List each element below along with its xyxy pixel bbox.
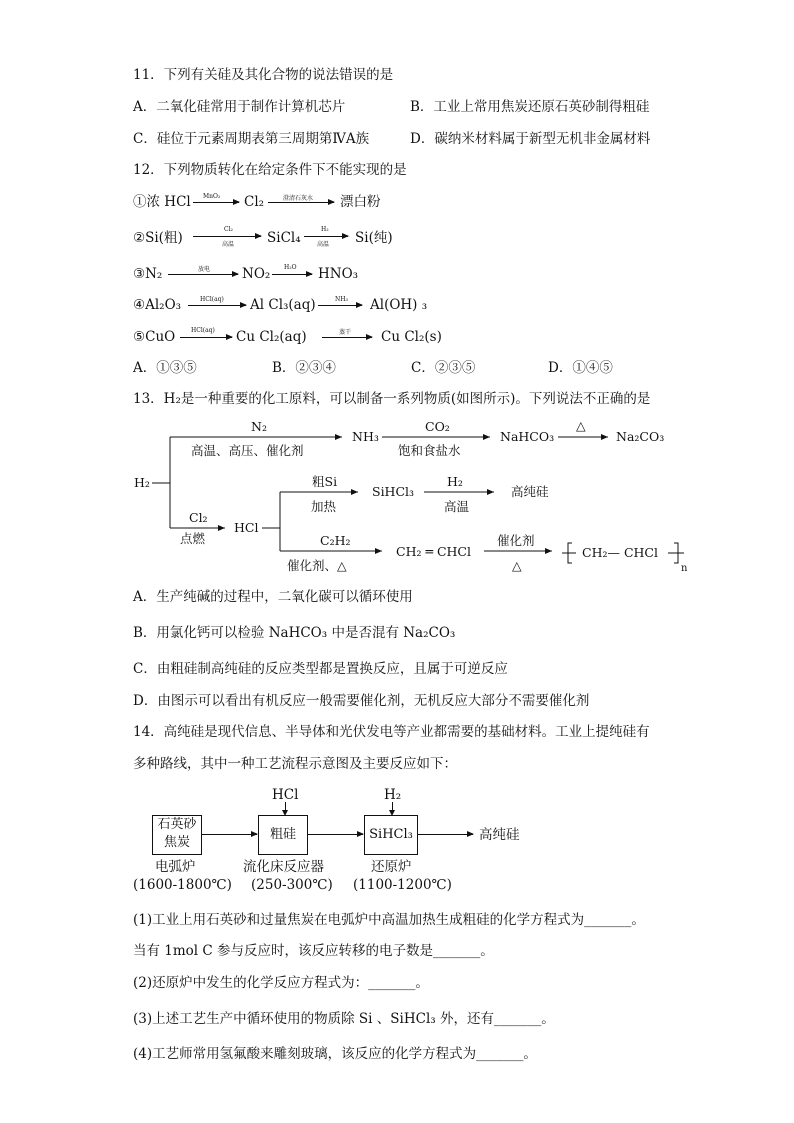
flow-box-arc-furnace (152, 815, 202, 855)
flow-arrow-3 (417, 834, 473, 835)
diagram-hcl: HCl (234, 520, 259, 535)
flow-arrow-1 (201, 834, 257, 835)
q12-r4-cond2: NH₃ (335, 296, 348, 303)
q12-r4-end: Al(OH) ₃ (370, 297, 428, 313)
arrowhead-icon (282, 810, 288, 816)
q11-option-c: C．硅位于元素周期表第三周期第ⅣA族 (133, 131, 370, 147)
flow-unit-2: 流化床反应器 (243, 859, 324, 875)
q12-r2-end: Si(纯) (355, 230, 393, 246)
q12-option-c: C．②③⑤ (411, 360, 476, 376)
diagram-polymer: CH₂— CHCl (582, 545, 658, 560)
q12-r3-start: ③N₂ (133, 266, 163, 282)
flow-box-fluidized-bed: 粗硅 (258, 815, 308, 855)
q12-r3-cond1: 放电 (198, 266, 211, 273)
q12-stem: 12．下列物质转化在给定条件下不能实现的是 (133, 162, 407, 178)
q12-r5-start: ⑤CuO (133, 329, 176, 345)
q13-option-a: A．生产纯碱的过程中，二氧化碳可以循环使用 (133, 589, 413, 605)
diagram-sihcl3: SiHCl₃ (372, 484, 415, 499)
q11-option-b: B．工业上常用焦炭还原石英砂制得粗硅 (410, 99, 650, 115)
diagram-heat: △ (576, 418, 586, 433)
flow-output: 高纯硅 (479, 827, 520, 843)
q12-r1-cond1: MnO₂ (203, 193, 221, 200)
flow-unit-3: 还原炉 (371, 859, 412, 875)
q13-option-c: C．由粗硅制高纯硅的反应类型都是置换反应，且属于可逆反应 (133, 661, 508, 677)
q12-r5-end: Cu Cl₂(s) (381, 329, 442, 345)
flow-temp-3: (1100-1200℃) (353, 877, 452, 893)
diagram-cond1: 高温、高压、催化剂 (191, 443, 304, 458)
q12-r1-start: ①浓 HCl (133, 194, 191, 210)
diagram-h2b: H₂ (447, 474, 463, 489)
q14-part3: (3)上述工艺生产中循环使用的物质除 Si 、SiHCl₃ 外，还有_______。 (133, 1011, 555, 1027)
flow-box-reduction-furnace: SiHCl₃ (364, 815, 418, 855)
diagram-ignite: 点燃 (180, 531, 206, 546)
diagram-crude-si: 粗Si (312, 474, 338, 489)
q13-option-b: B．用氯化钙可以检验 NaHCO₃ 中是否混有 Na₂CO₃ (133, 625, 456, 641)
flow-box1-line1: 石英砂 (157, 817, 197, 832)
arrowhead-icon (389, 810, 395, 816)
diagram-nahco3: NaHCO₃ (500, 429, 555, 444)
q14-part2: (2)还原炉中发生的化学反应方程式为：_______。 (133, 975, 429, 991)
q12-option-d: D．①④⑤ (548, 360, 613, 376)
q12-r5-cond2: 蒸干 (339, 329, 352, 336)
q14-stem-line2: 多种路线，其中一种工艺流程示意图及主要反应如下： (133, 756, 457, 772)
flow-temp-1: (1600-1800℃) (133, 877, 232, 893)
q12-r3-end: HNO₃ (318, 266, 359, 282)
q12-r2-cond2-bottom: 高温 (317, 241, 330, 248)
flow-input-h2-arrow (392, 802, 393, 814)
diagram-n: n (681, 563, 688, 574)
q13-stem: 13．H₂是一种重要的化工原料，可以制备一系列物质(如图所示)。下列说法不正确的是 (133, 391, 651, 407)
diagram-high-temp: 高温 (444, 499, 470, 514)
diagram-na2co3: Na₂CO₃ (616, 429, 665, 444)
diagram-n2: N₂ (251, 419, 267, 434)
q12-r4-start: ④Al₂O₃ (133, 297, 182, 313)
diagram-heating: 加热 (311, 499, 337, 514)
q14-part4: (4)工艺师常用氢氟酸来雕刻玻璃，该反应的化学方程式为_______。 (133, 1046, 537, 1062)
q12-r2-mid: SiCl₄ (267, 230, 301, 246)
q11-option-a: A．二氧化硅常用于制作计算机芯片 (133, 99, 346, 115)
q12-r3-mid: NO₂ (242, 266, 271, 282)
q12-option-a: A．①③⑤ (133, 360, 197, 376)
diagram-c2h2: C₂H₂ (320, 533, 351, 548)
q12-r4-cond1: HCl(aq) (200, 296, 224, 303)
flow-unit-1: 电弧炉 (155, 859, 196, 875)
diagram-catalyst: 催化剂 (497, 533, 535, 548)
q11-stem: 11．下列有关硅及其化合物的说法错误的是 (133, 67, 394, 83)
q11-option-d: D．碳纳米材料属于新型无机非金属材料 (410, 131, 651, 147)
q12-r2-cond2-top: H₂ (321, 226, 329, 233)
q12-r1-end: 漂白粉 (340, 194, 381, 210)
diagram-cond2: 饱和食盐水 (398, 443, 461, 458)
q12-option-b: B．②③④ (272, 360, 336, 376)
diagram-cl2: Cl₂ (189, 510, 208, 525)
q12-r5-cond1: HCl(aq) (191, 327, 215, 334)
q14-part1-line2: 当有 1mol C 参与反应时，该反应转移的电子数是_______。 (133, 943, 494, 959)
q12-r3-cond2: H₂O (284, 264, 297, 271)
q12-r1-mid: Cl₂ (244, 194, 265, 210)
flow-box1-line2: 焦炭 (163, 835, 190, 850)
flow-input-hcl-arrow (285, 802, 286, 814)
q12-r5-mid: Cu Cl₂(aq) (236, 329, 307, 345)
q12-r2-start: ②Si(粗) (133, 230, 183, 246)
diagram-nh3: NH₃ (352, 429, 379, 444)
flow-input-h2: H₂ (384, 787, 402, 803)
flow-temp-2: (250-300℃) (251, 877, 333, 893)
q12-r1-cond2: 澄清石灰水 (283, 195, 314, 202)
q12-r2-cond1-bottom: 高温 (222, 241, 235, 248)
diagram-vinyl: CH₂ ═ CHCl (396, 544, 471, 559)
q13-option-d: D．由图示可以看出有机反应一般需要催化剂，无机反应大部分不需要催化剂 (133, 693, 590, 709)
diagram-cond3: 催化剂、△ (287, 558, 347, 573)
q14-stem-line1: 14．高纯硅是现代信息、半导体和光伏发电等产业都需要的基础材料。工业上提纯硅有 (133, 724, 650, 740)
q12-r2-cond1-top: Cl₂ (224, 226, 233, 233)
q14-part1-line1: (1)工业上用石英砂和过量焦炭在电弧炉中高温加热生成粗硅的化学方程式为_______。 (133, 912, 645, 928)
flow-arrow-2 (307, 834, 363, 835)
diagram-h2: H₂ (134, 475, 150, 490)
diagram-heat2: △ (512, 558, 522, 573)
flow-input-hcl: HCl (272, 787, 299, 803)
q12-r4-mid: Al Cl₃(aq) (250, 297, 316, 313)
diagram-co2: CO₂ (425, 419, 450, 434)
diagram-pure-si: 高纯硅 (511, 484, 549, 499)
